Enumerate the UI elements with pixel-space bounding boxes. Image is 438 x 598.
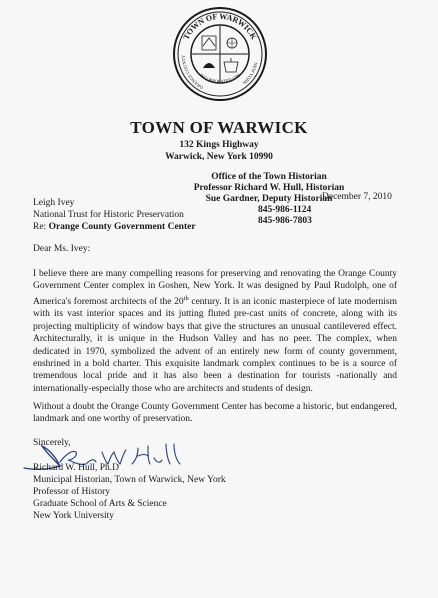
address-street: 132 Kings Highway — [179, 140, 259, 150]
signer-title-2: Professor of History — [33, 487, 111, 497]
town-seal-graphic — [172, 6, 268, 102]
seal-top-text: TOWN OF WARWICK — [181, 11, 259, 42]
body-paragraph-1-part-a: I believe there are many compelling reasons for preserving and renovating the Orange County Government Center complex in Goshen, New York. It was designed by Paul Rudolph, one of America's foremost architects of the 20 — [33, 269, 397, 307]
letter-date: December 7, 2010 — [322, 192, 392, 202]
signer-name: Richard W. Hull, Ph.D — [33, 463, 120, 473]
svg-text:ORANGE COUNTY — [181, 54, 204, 90]
phone-number-1: 845-986-1124 — [258, 205, 312, 215]
subject-label: Re: — [33, 222, 49, 232]
signer-title-3: Graduate School of Arts & Science — [33, 499, 167, 509]
subject-line — [33, 222, 196, 232]
office-title: Office of the Town Historian — [211, 172, 327, 182]
body-paragraph-1-part-b: century. It is an iconic masterpiece of late modernism with its vast interior spaces and its jutting fluted pre-cast units of concrete, along with its projecting multiplicity of window bays that give the structures an unusual cantilevered effect. Architecturally, it is unique in the Hudson Valley and has no peer. The complex, when dedicated in 1970, symbolized the advent of an entirely new form of county government, enshrined in a bold charter. This exquisite landmark complex continues to be is a source of tremendous local pride and it has also been a destination for tourists -nationally and internationally-especially those who are architects and students of design. — [33, 296, 398, 394]
salutation: Dear Ms. Ivey: — [33, 244, 91, 254]
seal-right-text: NEW YORK — [241, 62, 259, 86]
closing: Sincerely, — [33, 438, 71, 448]
signer-title-4: New York University — [33, 511, 115, 521]
recipient-organization: National Trust for Historic Preservation — [33, 210, 184, 220]
signer-title-1: Municipal Historian, Town of Warwick, New York — [33, 475, 226, 485]
town-name-heading: TOWN OF WARWICK — [130, 118, 308, 137]
town-seal — [172, 6, 268, 102]
body-paragraph-1 — [33, 268, 397, 395]
body-paragraph-2: Without a doubt the Orange County Government Center has become a historic, but endangered, landmark and one worthy of preservation. — [33, 402, 397, 425]
superscript-th: th — [183, 294, 189, 302]
recipient-name: Leigh Ivey — [33, 198, 75, 208]
seal-left-text: ORANGE COUNTY — [180, 54, 205, 91]
seal-shield-icon — [192, 26, 248, 82]
phone-number-2: 845-986-7803 — [258, 216, 312, 226]
historian-name: Professor Richard W. Hull, Historian — [193, 183, 345, 193]
deputy-name: Sue Gardner, Deputy Historian — [205, 194, 333, 204]
seal-bottom-text: INCORPORATED 1788 — [198, 72, 242, 84]
subject-value: Orange County Government Center — [48, 222, 196, 232]
address-city: Warwick, New York 10990 — [165, 152, 273, 162]
